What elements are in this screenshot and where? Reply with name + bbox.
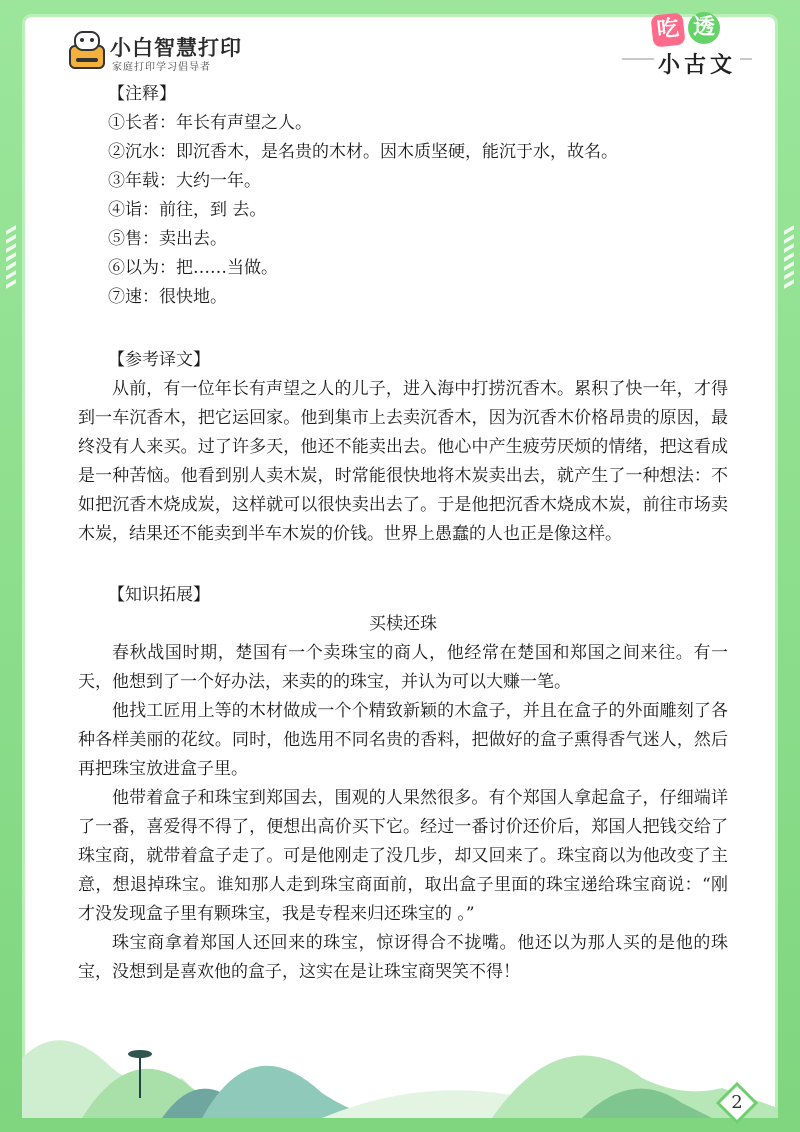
decorative-stripes-left xyxy=(6,228,16,298)
note-item: ⑥以为：把……当做。 xyxy=(108,258,278,278)
note-item: ⑦速：很快地。 xyxy=(108,287,227,307)
notes-heading: 【注释】 xyxy=(108,84,176,104)
landscape-illustration xyxy=(22,998,778,1118)
logo-subtitle: 家庭打印学习倡导者 xyxy=(112,62,211,73)
badge-char-2: 透 xyxy=(688,12,720,44)
story-paragraph: 他找工匠用上等的木材做成一个个精致新颖的木盒子，并且在盒子的外面雕刻了各种各样美丽的花纹。同时，他选用不同名贵的香料，把做好的盒子熏得香气迷人，然后再把珠宝放进盒子里。 xyxy=(78,701,728,779)
article-body xyxy=(78,80,728,987)
badge-text: 小古文 xyxy=(654,48,740,79)
note-item: ④诣：前往，到 去。 xyxy=(108,200,267,220)
brand-logo xyxy=(66,28,266,76)
note-item: ①长者：年长有声望之人。 xyxy=(108,113,312,133)
printer-mascot-icon xyxy=(66,28,108,72)
logo-title: 小白智慧打印 xyxy=(110,36,242,60)
story-paragraph: 春秋战国时期，楚国有一个卖珠宝的商人，他经常在楚国和郑国之间来往。有一天，他想到了一个好办法，来卖的的珠宝，并认为可以大赚一笔。 xyxy=(78,643,728,692)
note-item: ②沉水：即沉香木，是名贵的木材。因木质坚硬，能沉于水，故名。 xyxy=(108,142,618,162)
story-paragraph: 他带着盒子和珠宝到郑国去，围观的人果然很多。有个郑国人拿起盒子，仔细端详了一番，喜爱得不得了，便想出高价买下它。经过一番讨价还价后，郑国人把钱交给了珠宝商，就带着盒子走了。可是他刚走了没几步，却又回来了。珠宝商以为他改变了主意，想退掉珠宝。谁知那人走到珠宝商面前，取出盒子里面的珠宝递给珠宝商说：“刚才没发现盒子里有颗珠宝，我是专程来归还珠宝的 。” xyxy=(78,788,728,924)
badge-char-1: 吃 xyxy=(650,12,685,47)
translation-text: 从前，有一位年长有声望之人的儿子，进入海中打捞沉香木。累积了快一年，才得到一车沉香木，把它运回家。他到集市上去卖沉香木，因为沉香木价格昂贵的原因，最终没有人来买。过了许多天，他还不能卖出去。他心中产生疲劳厌烦的情绪，把这看成是一种苦恼。他看到别人卖木炭，时常能很快地将木炭卖出去，就产生了一种想法：不如把沉香木烧成炭，这样就可以很快卖出去了。于是他把沉香木烧成木炭，前往市场卖木炭，结果还不能卖到半车木炭的价钱。世界上愚蠢的人也正是像这样。 xyxy=(78,379,728,544)
note-item: ③年载：大约一年。 xyxy=(108,171,261,191)
translation-heading: 【参考译文】 xyxy=(108,350,210,370)
story-title: 买椟还珠 xyxy=(369,614,437,634)
decorative-stripes-right xyxy=(784,228,794,298)
note-item: ⑤售：卖出去。 xyxy=(108,229,227,249)
extension-heading: 【知识拓展】 xyxy=(108,585,210,605)
page-number-badge xyxy=(716,1082,758,1124)
page-number: 2 xyxy=(731,1092,743,1113)
story-paragraph: 珠宝商拿着郑国人还回来的珠宝，惊讶得合不拢嘴。他还以为那人买的是他的珠宝，没想到是喜欢他的盒子，这实在是让珠宝商哭笑不得！ xyxy=(78,933,728,982)
series-badge xyxy=(612,10,762,84)
